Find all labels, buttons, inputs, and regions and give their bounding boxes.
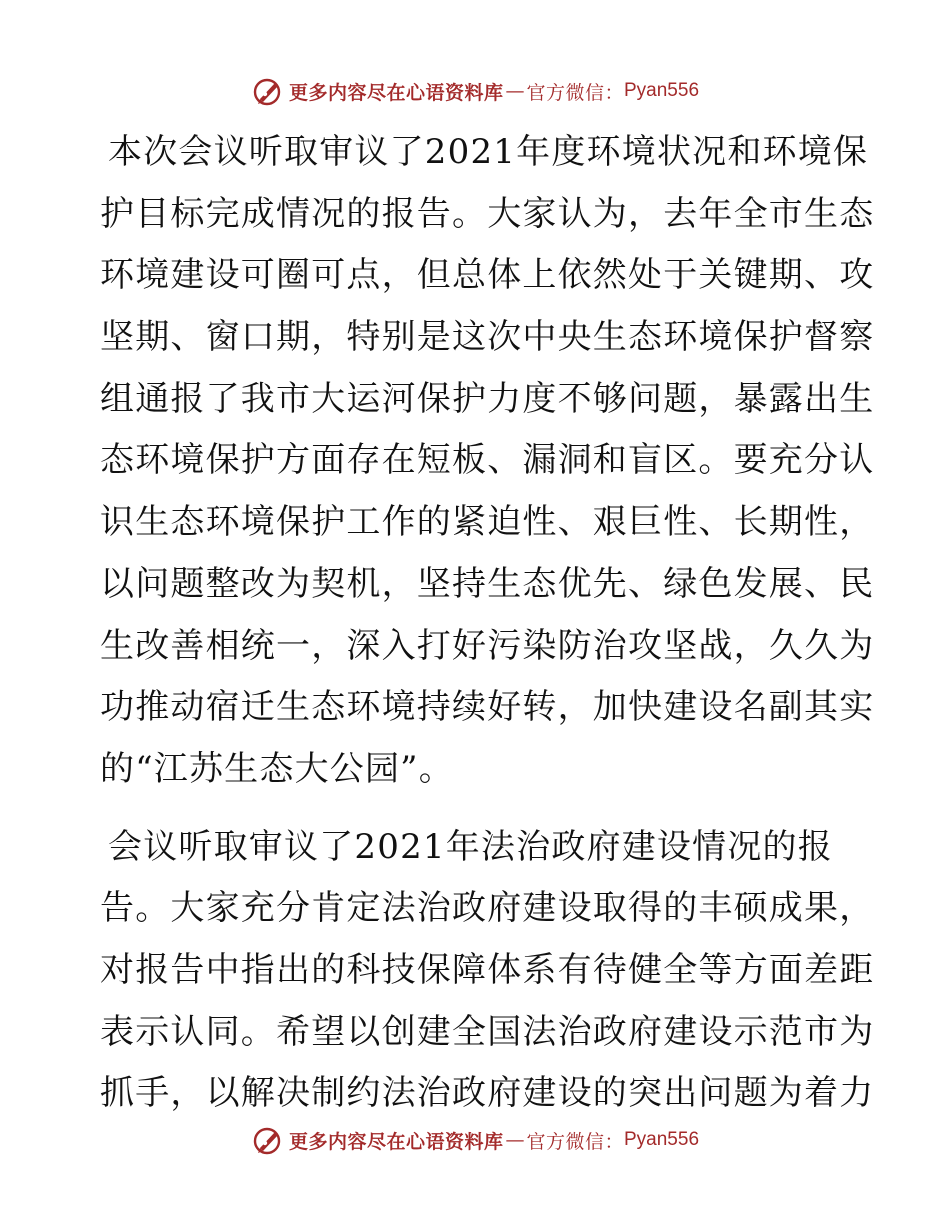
footer-separator: — bbox=[505, 1129, 525, 1151]
text-line: 生改善相统一，深入打好污染防治攻坚战，久久为 bbox=[100, 625, 875, 666]
text-line: 本次会议听取审议了2021年度环境状况和环境保 bbox=[108, 132, 869, 172]
pen-logo-icon bbox=[251, 1124, 283, 1156]
paragraph-environment bbox=[100, 122, 875, 801]
header-contact-id: Pyan556 bbox=[624, 80, 700, 101]
text-line: 坚期、窗口期，特别是这次中央生态环境保护督察 bbox=[100, 317, 875, 358]
text-line: 护目标完成情况的报告。大家认为，去年全市生态 bbox=[100, 193, 875, 234]
footer-contact-label: 官方微信： bbox=[526, 1130, 624, 1153]
footer-banner bbox=[0, 1120, 950, 1160]
text-line: 环境建设可圈可点，但总体上依然处于关键期、攻 bbox=[100, 255, 875, 296]
footer-contact-id: Pyan556 bbox=[624, 1129, 700, 1150]
text-line: 以问题整改为契机，坚持生态优先、绿色发展、民 bbox=[100, 563, 875, 604]
text-line: 表示认同。希望以创建全国法治政府建设示范市为 bbox=[100, 1011, 875, 1052]
header-banner bbox=[0, 71, 950, 111]
text-line: 态环境保护方面存在短板、漏洞和盲区。要充分认 bbox=[100, 440, 875, 481]
text-line: 识生态环境保护工作的紧迫性、艰巨性、长期性， bbox=[100, 502, 875, 543]
header-contact-label: 官方微信： bbox=[526, 81, 624, 104]
header-brand-text: 更多内容尽在心语资料库 bbox=[288, 81, 504, 104]
text-line: 对报告中指出的科技保障体系有待健全等方面差距 bbox=[100, 949, 875, 990]
footer-brand-text: 更多内容尽在心语资料库 bbox=[288, 1130, 504, 1153]
text-line: 会议听取审议了2021年法治政府建设情况的报 bbox=[108, 826, 833, 867]
paragraph-rule-of-law bbox=[100, 817, 875, 1125]
paragraph-gap bbox=[100, 801, 860, 817]
pen-logo-icon bbox=[251, 75, 283, 107]
text-line: 抓手，以解决制约法治政府建设的突出问题为着力 bbox=[100, 1073, 875, 1114]
text-line: 告。大家充分肯定法治政府建设取得的丰硕成果， bbox=[100, 888, 875, 929]
document-body bbox=[100, 122, 875, 1125]
text-line: 的“江苏生态大公园”。 bbox=[100, 748, 454, 789]
text-line: 组通报了我市大运河保护力度不够问题，暴露出生 bbox=[100, 378, 875, 419]
header-separator: — bbox=[505, 80, 525, 102]
text-line: 功推动宿迁生态环境持续好转，加快建设名副其实 bbox=[100, 687, 875, 728]
